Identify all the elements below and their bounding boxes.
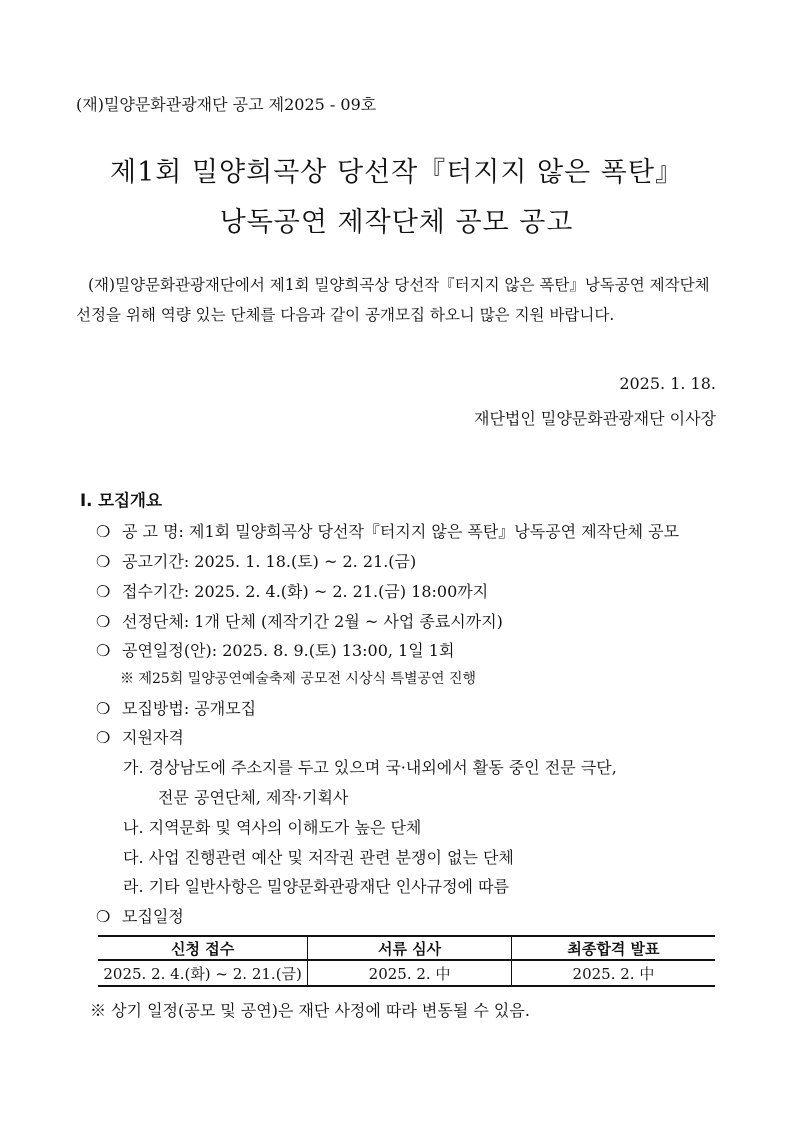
table-cell: 2025. 2. 中 [308,960,512,986]
schedule-table [98,935,715,987]
table-header-row [98,936,715,960]
document-title-line2: 낭독공연 제작단체 공모 공고 [219,207,574,238]
list-item-recruit-schedule: ❍ 모집일정 [96,907,184,926]
footnote: ※ 상기 일정(공모 및 공연)은 재단 사정에 따라 변동될 수 있음. [90,1001,530,1020]
list-item-application-period: ❍ 접수기간: 2025. 2. 4.(화) ~ 2. 21.(금) 18:00까지 [96,582,489,601]
intro-line2: 선정을 위해 역량 있는 단체를 다음과 같이 공개모집 하오니 많은 지원 바랍니다. [76,306,615,324]
issue-date: 2025. 1. 18. [619,374,716,393]
column-header: 최종합격 발표 [511,936,715,960]
list-item-notice-name: ❍ 공 고 명: 제1회 밀양희곡상 당선작『터지지 않은 폭탄』낭독공연 제작단체 공모 [96,522,680,541]
notice-number: (재)밀양문화관광재단 공고 제2025 - 09호 [76,95,377,114]
qualification-item: 가. 경상남도에 주소지를 두고 있으며 국·내외에서 활동 중인 전문 극단, [123,758,617,777]
qualification-item-continued: 전문 공연단체, 제작·기획사 [158,788,349,807]
column-header: 신청 접수 [98,936,308,960]
circle-bullet-icon: ❍ [96,907,111,926]
circle-bullet-icon: ❍ [96,552,111,571]
section-heading: Ⅰ. 모집개요 [80,491,162,510]
issuer-name: 재단법인 밀양문화관광재단 이사장 [473,409,716,428]
circle-bullet-icon: ❍ [96,699,111,718]
qualification-item: 나. 지역문화 및 역사의 이해도가 높은 단체 [123,818,422,837]
list-item-selection: ❍ 선정단체: 1개 단체 (제작기간 2월 ~ 사업 종료시까지) [96,612,503,631]
circle-bullet-icon: ❍ [96,728,111,747]
table-cell: 2025. 2. 中 [511,960,715,986]
circle-bullet-icon: ❍ [96,582,111,601]
column-header: 서류 심사 [308,936,512,960]
list-item-qualifications: ❍ 지원자격 [96,728,184,747]
circle-bullet-icon: ❍ [96,641,111,660]
circle-bullet-icon: ❍ [96,612,111,631]
list-item-notice-period: ❍ 공고기간: 2025. 1. 18.(토) ~ 2. 21.(금) [96,552,417,571]
intro-line1: (재)밀양문화관광재단에서 제1회 밀양희곡상 당선작『터지지 않은 폭탄』낭독공연 제작단체 [88,276,710,294]
list-item-recruit-method: ❍ 모집방법: 공개모집 [96,699,257,718]
performance-note: ※ 제25회 밀양공연예술축제 공모전 시상식 특별공연 진행 [120,671,477,687]
document-title-line1: 제1회 밀양희곡상 당선작『터지지 않은 폭탄』 [110,157,683,188]
table-cell: 2025. 2. 4.(화) ~ 2. 21.(금) [103,964,302,983]
qualification-item: 다. 사업 진행관련 예산 및 저작권 관련 분쟁이 없는 단체 [123,848,514,867]
intro-paragraph [76,270,716,330]
table-row [98,960,715,986]
qualification-item: 라. 기타 일반사항은 밀양문화관광재단 인사규정에 따름 [123,877,510,896]
circle-bullet-icon: ❍ [96,522,111,541]
list-item-performance-schedule: ❍ 공연일정(안): 2025. 8. 9.(토) 13:00, 1일 1회 [96,641,455,660]
